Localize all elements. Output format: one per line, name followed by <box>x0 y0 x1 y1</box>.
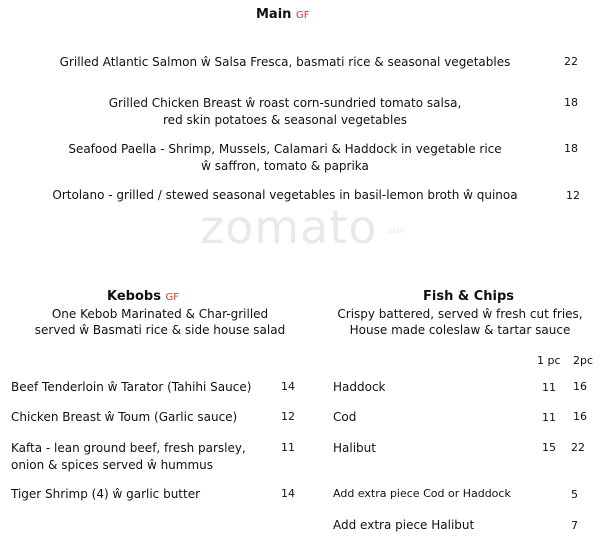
menu-item-name: Kafta - lean ground beef, fresh parsley, <box>11 441 246 455</box>
watermark-small-text: SENT <box>389 228 405 235</box>
menu-item-name-cont: onion & spices served ŵ hummus <box>11 458 214 472</box>
main-heading <box>256 7 309 22</box>
fish-col-header-2pc: 2pc <box>573 354 594 367</box>
fish-item-cod-1pc: 11 <box>542 411 556 424</box>
menu-item-name: Grilled Chicken Breast ŵ roast corn-sundried tomato salsa, <box>108 96 462 110</box>
kebob-item-kafta <box>11 440 246 474</box>
fish-item-cod-2pc: 16 <box>573 410 587 423</box>
fish-col-header-1pc: 1 pc <box>537 354 561 367</box>
fish-item-halibut: Halibut <box>333 441 376 455</box>
main-item-ortolano-price: 12 <box>566 189 580 202</box>
fish-item-cod: Cod <box>333 410 357 424</box>
kebob-item-shrimp-price: 14 <box>281 487 295 500</box>
fish-extra-cod-haddock-price: 5 <box>571 488 578 501</box>
kebob-item-kafta-price: 11 <box>281 441 295 454</box>
fish-item-halibut-1pc: 15 <box>542 441 556 454</box>
main-item-chicken <box>20 95 550 129</box>
main-item-salmon-price: 22 <box>564 55 578 68</box>
fish-chips-description <box>320 306 600 338</box>
kebobs-heading <box>107 289 179 304</box>
main-item-paella-price: 18 <box>564 142 578 155</box>
menu-item-name: Seafood Paella - Shrimp, Mussels, Calamari & Haddock in vegetable rice <box>68 142 502 156</box>
kebobs-title: Kebobs <box>107 289 161 304</box>
main-item-paella <box>20 141 550 175</box>
menu-item-name-cont: red skin potatoes & seasonal vegetables <box>163 113 407 127</box>
kebob-item-beef-price: 14 <box>281 380 295 393</box>
zomato-watermark: zomato <box>200 200 378 254</box>
main-item-chicken-price: 18 <box>564 96 578 109</box>
fish-item-halibut-2pc: 22 <box>571 441 585 454</box>
kebobs-desc-line2: served ŵ Basmati rice & side house salad <box>34 323 286 337</box>
fish-desc-line2: House made coleslaw & tartar sauce <box>349 323 571 337</box>
menu-item-name: Ortolano - grilled / stewed seasonal vegetables in basil-lemon broth ŵ quinoa <box>52 188 518 202</box>
kebobs-gf-badge: GF <box>165 292 179 303</box>
fish-item-haddock-2pc: 16 <box>573 380 587 393</box>
kebob-item-beef: Beef Tenderloin ŵ Tarator (Tahihi Sauce) <box>11 380 252 394</box>
fish-extra-halibut-price: 7 <box>571 519 578 532</box>
main-item-salmon <box>20 54 550 71</box>
fish-chips-title: Fish & Chips <box>423 289 515 304</box>
fish-extra-halibut: Add extra piece Halibut <box>333 518 475 532</box>
main-gf-badge: GF <box>295 10 310 21</box>
kebobs-description <box>10 306 310 338</box>
kebob-item-chicken-price: 12 <box>281 410 295 423</box>
fish-item-haddock: Haddock <box>333 380 386 394</box>
kebob-item-chicken: Chicken Breast ŵ Toum (Garlic sauce) <box>11 410 238 424</box>
kebobs-desc-line1: One Kebob Marinated & Char-grilled <box>51 307 269 321</box>
kebob-item-shrimp: Tiger Shrimp (4) ŵ garlic butter <box>11 487 201 501</box>
fish-item-haddock-1pc: 11 <box>542 381 556 394</box>
fish-desc-line1: Crispy battered, served ŵ fresh cut fries, <box>337 307 583 321</box>
main-title: Main <box>256 7 292 22</box>
fish-extra-cod-haddock: Add extra piece Cod or Haddock <box>333 487 511 500</box>
menu-item-name: Grilled Atlantic Salmon ŵ Salsa Fresca, basmati rice & seasonal vegetables <box>59 55 511 69</box>
menu-item-name-cont: ŵ saffron, tomato & paprika <box>201 159 369 173</box>
